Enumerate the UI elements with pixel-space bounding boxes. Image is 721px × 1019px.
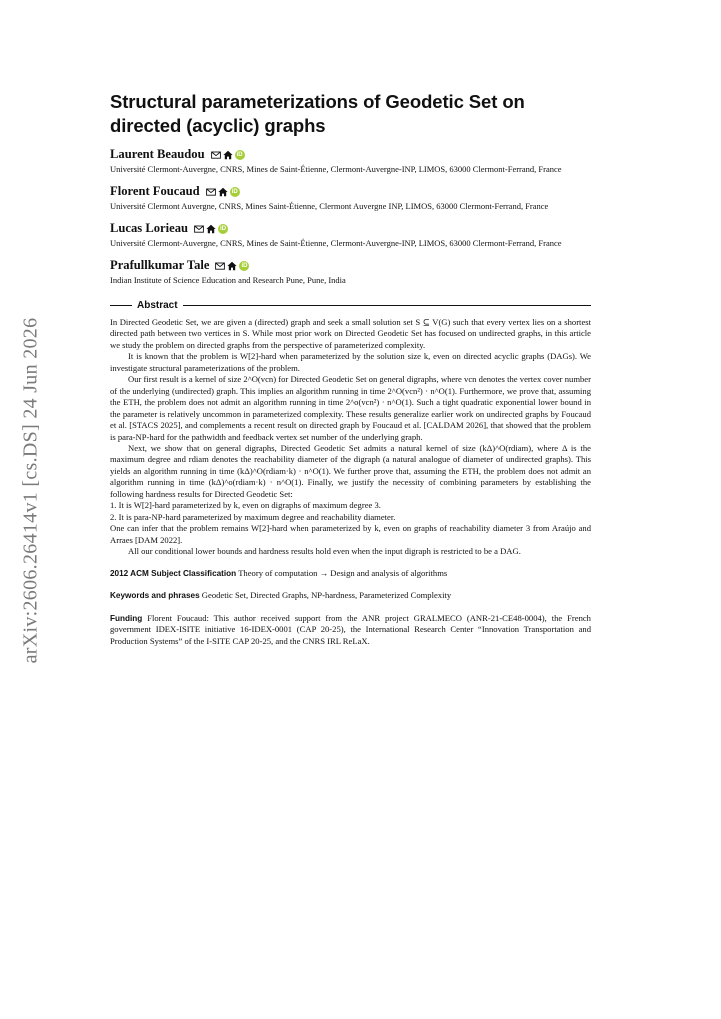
orcid-icon[interactable]: iD xyxy=(236,151,243,158)
paper-first-page xyxy=(110,90,591,647)
author-block xyxy=(110,258,591,286)
author-block xyxy=(110,147,591,175)
acm-classification xyxy=(110,568,591,580)
abstract-paragraph: Our first result is a kernel of size 2^O(vcn) for Directed Geodetic Set on general digraphs, where vcn denotes the vertex cover number of the underlying (undirected) graph. This implies an algorithm running in time 2^O(vcn²) · n^O(1). Furthermore, we prove that, assuming the ETH, the problem does not admit an algorithm running in time 2^o(vcn²) · n^O(1). Such a tight quadratic exponential lower bound in the parameter is relatively uncommon in parameterized complexity. These results generalize earlier work on undirected graphs by Foucaud et al. [STACS 2025], and complements a recent result on directed graph by Foucaud et al. [CALDAM 2026], that showed that the problem is para-NP-hard for the pathwidth and feedback vertex set number of the underlying graph. xyxy=(110,374,591,442)
home-icon[interactable] xyxy=(227,261,237,271)
funding xyxy=(110,613,591,648)
author-name-row xyxy=(110,184,591,199)
author-links xyxy=(211,150,245,160)
acm-label: 2012 ACM Subject Classification xyxy=(110,568,237,578)
paper-title: Structural parameterizations of Geodetic Set on directed (acyclic) graphs xyxy=(110,91,525,136)
author-links xyxy=(194,224,228,234)
home-icon[interactable] xyxy=(223,150,233,160)
abstract-heading-label: Abstract xyxy=(137,300,178,311)
author-block xyxy=(110,221,591,249)
author-links xyxy=(215,261,249,271)
list-item: 2. It is para-NP-hard parameterized by maximum degree and reachability diameter. xyxy=(110,511,396,522)
author-affiliation: Université Clermont-Auvergne, CNRS, Mines de Saint-Étienne, Clermont-Auvergne-INP, LIMOS, 63000 Clermont-Ferrand, France xyxy=(110,164,562,174)
arxiv-sidebar xyxy=(14,300,48,680)
funding-label: Funding xyxy=(110,613,143,623)
email-icon[interactable] xyxy=(211,150,221,160)
orcid-icon[interactable]: iD xyxy=(220,225,227,232)
author-affiliation: Université Clermont-Auvergne, CNRS, Mines de Saint-Étienne, Clermont-Auvergne-INP, LIMOS, 63000 Clermont-Ferrand, France xyxy=(110,238,562,248)
email-icon[interactable] xyxy=(215,261,225,271)
home-icon[interactable] xyxy=(218,187,228,197)
author-name: Laurent Beaudou xyxy=(110,147,205,161)
keywords xyxy=(110,590,591,602)
email-icon[interactable] xyxy=(206,187,216,197)
author-name-row xyxy=(110,147,591,162)
author-links xyxy=(206,187,240,197)
author-name: Lucas Lorieau xyxy=(110,221,189,235)
funding-text: Florent Foucaud: This author received support from the ANR project GRALMECO (ANR-21-CE48-0004), the French government IDEX-ISITE initiative 16-IDEX-0001 (CAP 20-25), the International Research Center “Innovation Transportation and Production Systems” of the I-SITE CAP 20-25, and the CNRS IRL ReLaX. xyxy=(110,612,591,646)
author-name: Prafullkumar Tale xyxy=(110,258,210,272)
arxiv-identifier: arXiv:2606.26414v1 [cs.DS] 24 Jun 2026 xyxy=(19,317,42,663)
orcid-icon[interactable]: iD xyxy=(241,262,248,269)
keywords-text: Geodetic Set, Directed Graphs, NP-hardness, Parameterized Complexity xyxy=(201,590,452,601)
email-icon[interactable] xyxy=(194,224,204,234)
orcid-icon[interactable]: iD xyxy=(231,188,238,195)
home-icon[interactable] xyxy=(206,224,216,234)
abstract-paragraph: All our conditional lower bounds and hardness results hold even when the input digraph is restricted to be a DAG. xyxy=(128,546,521,557)
abstract-heading xyxy=(110,300,591,311)
acm-text: Theory of computation → Design and analysis of algorithms xyxy=(238,567,448,578)
abstract-paragraph: It is known that the problem is W[2]-hard when parameterized by the solution size k, even on directed acyclic graphs (DAGs). We investigate structural parameterizations of the problem. xyxy=(110,351,591,373)
keywords-label: Keywords and phrases xyxy=(110,591,200,601)
abstract-body xyxy=(110,317,591,558)
author-affiliation: Indian Institute of Science Education and Research Pune, Pune, India xyxy=(110,275,346,285)
author-affiliation: Université Clermont Auvergne, CNRS, Mines Saint-Étienne, Clermont Auvergne INP, LIMOS, 63000 Clermont-Ferrand, France xyxy=(110,201,549,211)
abstract-paragraph: One can infer that the problem remains W[2]-hard when parameterized by k, even on graphs of reachability diameter 3 from Araújo and Arraes [DAM 2022]. xyxy=(110,523,591,545)
author-name-row xyxy=(110,258,591,273)
list-item: 1. It is W[2]-hard parameterized by k, even on digraphs of maximum degree 3. xyxy=(110,500,381,511)
author-list xyxy=(110,147,591,286)
author-block xyxy=(110,184,591,212)
author-name-row xyxy=(110,221,591,236)
hardness-results-list xyxy=(110,500,591,523)
abstract-paragraph: Next, we show that on general digraphs, Directed Geodetic Set admits a natural kernel of size (kΔ)^O(rdiam), where Δ is the maximum degree and rdiam denotes the reachability diameter of the digraph (a natural analogue of diameter of undirected graphs). This yields an algorithm running in time (kΔ)^O(rdiam·k) · n^O(1). We further prove that, assuming the ETH, the problem does not admit an algorithm running in time (kΔ)^o(rdiam·k) · n^O(1). Finally, we justify the necessity of combining parameters by establishing the following hardness results for Directed Geodetic Set: xyxy=(110,442,591,499)
author-name: Florent Foucaud xyxy=(110,184,200,198)
abstract-paragraph: In Directed Geodetic Set, we are given a (directed) graph and seek a small solution set S ⊆ V(G) such that every vertex lies on a shortest directed path between two vertices in S. While most prior work on Directed Geodetic Set has focused on undirected graphs, in this article we study the problem on directed graphs from the perspective of parameterized complexity. xyxy=(110,317,591,350)
